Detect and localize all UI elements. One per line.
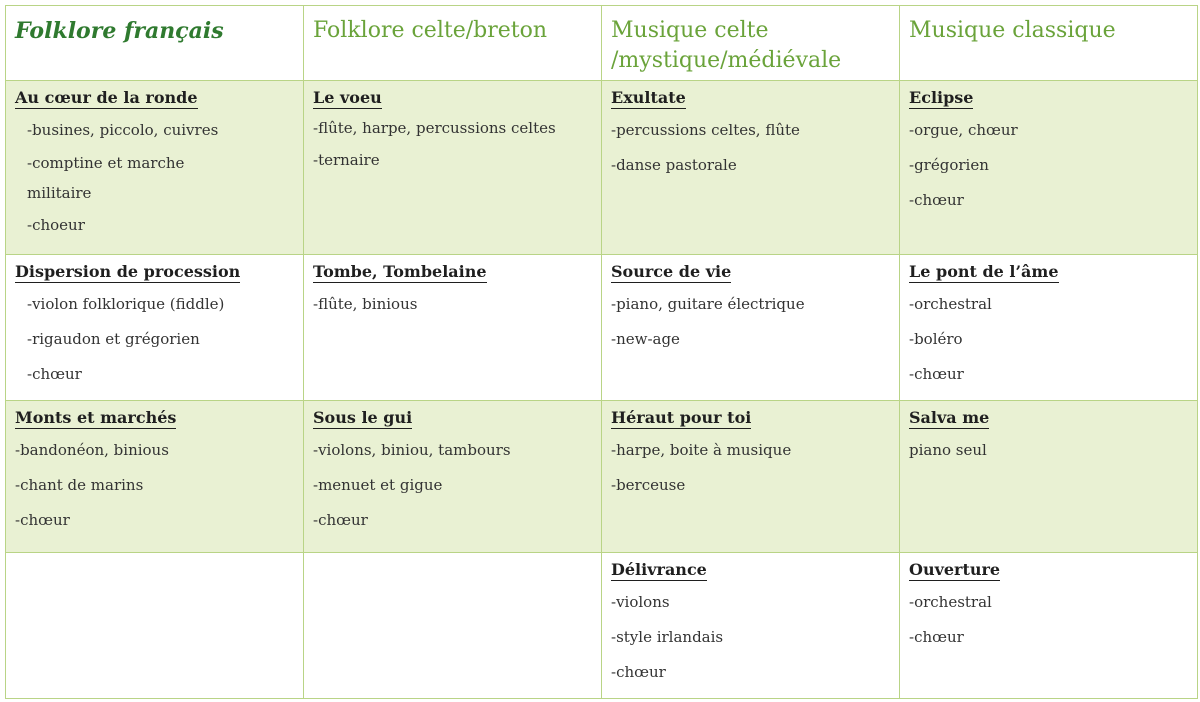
track-detail: -boléro [909,329,963,348]
track-detail: -chœur [909,627,964,646]
table-cell-empty [6,552,304,698]
track-title: Source de vie [611,261,732,281]
track-detail: -danse pastorale [611,155,737,174]
track-title: Tombe, Tombelaine [313,261,487,281]
track-detail: -grégorien [909,155,989,174]
track-detail: piano seul [909,440,987,459]
table-cell [900,80,1198,254]
track-detail: -menuet et gigue [313,475,443,494]
track-title: Sous le gui [313,407,413,427]
track-title: Monts et marchés [15,407,177,427]
table-cell-empty [304,552,602,698]
track-detail: -berceuse [611,475,686,494]
header-folklore-celte: Folklore celte/breton [304,6,602,81]
table-cell [900,254,1198,400]
track-detail: -flûte, binious [313,294,418,313]
track-title: Salva me [909,407,990,427]
track-title: Exultate [611,87,686,107]
table-cell [6,400,304,552]
track-detail: -chœur [909,190,964,209]
table-cell [602,80,900,254]
track-detail: -chœur [313,510,368,529]
track-detail: -violons [611,592,670,611]
track-detail: -busines, piccolo, cuivres [27,120,219,139]
music-style-table [5,5,1198,699]
track-detail: -new-age [611,329,680,348]
track-detail: -chœur [611,662,666,681]
table-cell [900,552,1198,698]
table-cell [602,552,900,698]
table-row [6,552,1198,698]
track-detail: -violon folklorique (fiddle) [27,294,225,313]
table-cell [304,400,602,552]
header-musique-celte: Musique celte /mystique/médiévale [602,6,900,81]
track-detail: -style irlandais [611,627,724,646]
track-detail: -flûte, harpe, percussions celtes [313,118,556,137]
table-cell [6,80,304,254]
header-row [6,6,1198,81]
header-musique-classique: Musique classique [900,6,1198,81]
track-title: Dispersion de procession [15,261,241,281]
track-detail: -choeur [27,215,85,234]
header-folklore-francais: Folklore français [6,6,304,81]
track-title: Délivrance [611,559,707,579]
table-row [6,400,1198,552]
table-row [6,254,1198,400]
track-detail: -orchestral [909,592,992,611]
track-detail: -rigaudon et grégorien [27,329,200,348]
table-row [6,80,1198,254]
track-detail: -violons, biniou, tambours [313,440,511,459]
table-cell [900,400,1198,552]
track-detail: -harpe, boite à musique [611,440,792,459]
table-cell [304,80,602,254]
track-detail: -piano, guitare électrique [611,294,805,313]
track-detail: -comptine et marche militaire [27,153,185,202]
table-cell [304,254,602,400]
track-title: Eclipse [909,87,974,107]
track-title: Au cœur de la ronde [15,87,198,107]
table-cell [602,254,900,400]
track-detail: -bandonéon, binious [15,440,169,459]
track-title: Le voeu [313,87,382,107]
track-detail: -chant de marins [15,475,144,494]
track-title: Héraut pour toi [611,407,752,427]
track-detail: -ternaire [313,150,380,169]
track-title: Le pont de l’âme [909,261,1059,281]
track-detail: -orgue, chœur [909,120,1018,139]
track-title: Ouverture [909,559,1001,579]
track-detail: -chœur [27,364,82,383]
table-cell [602,400,900,552]
table-cell [6,254,304,400]
track-detail: -orchestral [909,294,992,313]
track-detail: -chœur [909,364,964,383]
track-detail: -chœur [15,510,70,529]
track-detail: -percussions celtes, flûte [611,120,800,139]
